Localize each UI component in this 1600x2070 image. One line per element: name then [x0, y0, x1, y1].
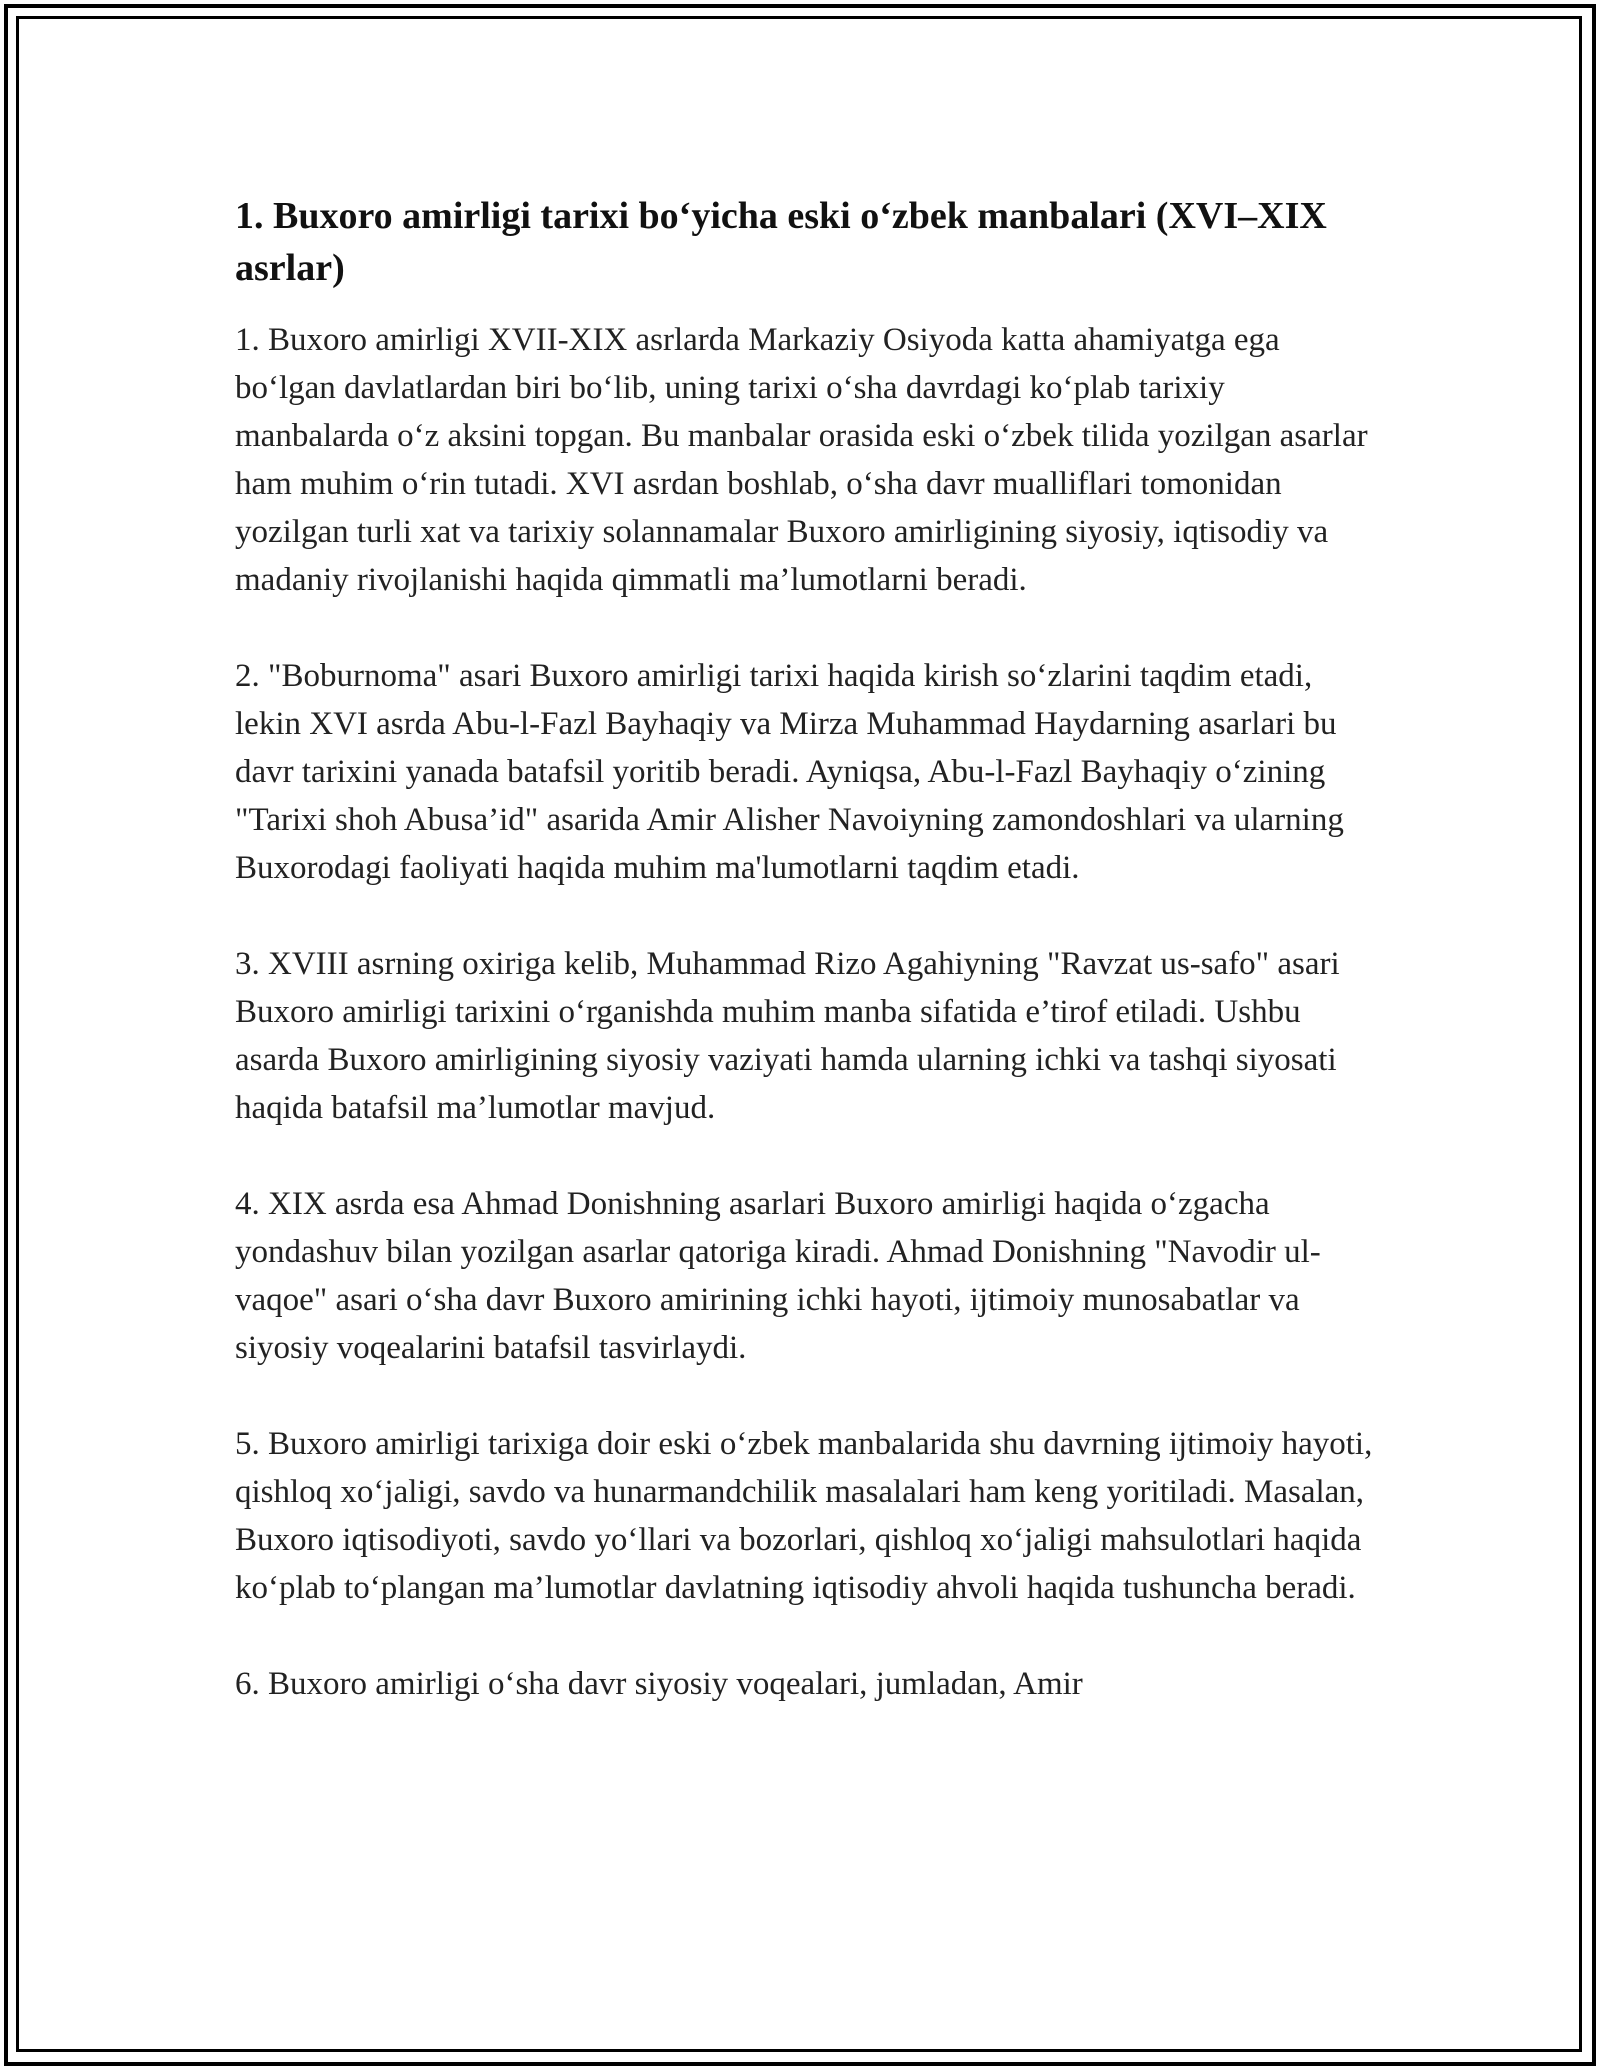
paragraph-5: 5. Buxoro amirligi tarixiga doir eski o‘zbek manbalarida shu davrning ijtimoiy hayoti, qishloq xo‘jaligi, savdo va hunarmandchilik masalalari ham keng yoritiladi. Masalan, Buxoro iqtisodiyoti, savdo yo‘llari va bozorlari, qishloq xo‘jaligi mahsulotlari haqida ko‘plab to‘plangan ma’lumotlar davlatning iqtisodiy ahvoli haqida tushuncha beradi. — [235, 1426, 1373, 1606]
paragraph-3: 3. XVIII asrning oxiriga kelib, Muhammad Rizo Agahiyning "Ravzat us-safo" asari Buxoro amirligi tarixini o‘rganishda muhim manba sifatida e’tirof etiladi. Ushbu asarda Buxoro amirligining siyosiy vaziyati hamda ularning ichki va tashqi siyosati haqida batafsil ma’lumotlar mavjud. — [235, 946, 1340, 1126]
paragraph-2: 2. "Boburnoma" asari Buxoro amirligi tarixi haqida kirish so‘zlarini taqdim etadi, lekin XVI asrda Abu-l-Fazl Bayhaqiy va Mirza Muhammad Haydarning asarlari bu davr tarixini yanada batafsil yoritib beradi. Ayniqsa, Abu-l-Fazl Bayhaqiy o‘zining "Tarixi shoh Abusa’id" asarida Amir Alisher Navoiyning zamondoshlari va ularning Buxorodagi faoliyati haqida muhim ma'lumotlarni taqdim etadi. — [235, 658, 1344, 886]
paragraph-4: 4. XIX asrda esa Ahmad Donishning asarlari Buxoro amirligi haqida o‘zgacha yondashuv bilan yozilgan asarlar qatoriga kiradi. Ahmad Donishning "Navodir ul-vaqoe" asari o‘sha davr Buxoro amirining ichki hayoti, ijtimoiy munosabatlar va siyosiy voqealarini batafsil tasvirlaydi. — [235, 1186, 1321, 1366]
document-title: 1. Buxoro amirligi tarixi bo‘yicha eski o‘zbek manbalari (XVI–XIX asrlar) — [235, 195, 1327, 289]
paragraph-1: 1. Buxoro amirligi XVII-XIX asrlarda Markaziy Osiyoda katta ahamiyatga ega bo‘lgan davlatlardan biri bo‘lib, uning tarixi o‘sha davrdagi ko‘plab tarixiy manbalarda o‘z aksini topgan. Bu manbalar orasida eski o‘zbek tilida yozilgan asarlar ham muhim o‘rin tutadi. XVI asrdan boshlab, o‘sha davr mualliflari tomonidan yozilgan turli xat va tarixiy solannamalar Buxoro amirligining siyosiy, iqtisodiy va madaniy rivojlanishi haqida qimmatli ma’lumotlarni beradi. — [235, 322, 1368, 598]
document-body — [235, 190, 1375, 1708]
paragraph-6: 6. Buxoro amirligi o‘sha davr siyosiy voqealari, jumladan, Amir — [235, 1666, 1083, 1702]
